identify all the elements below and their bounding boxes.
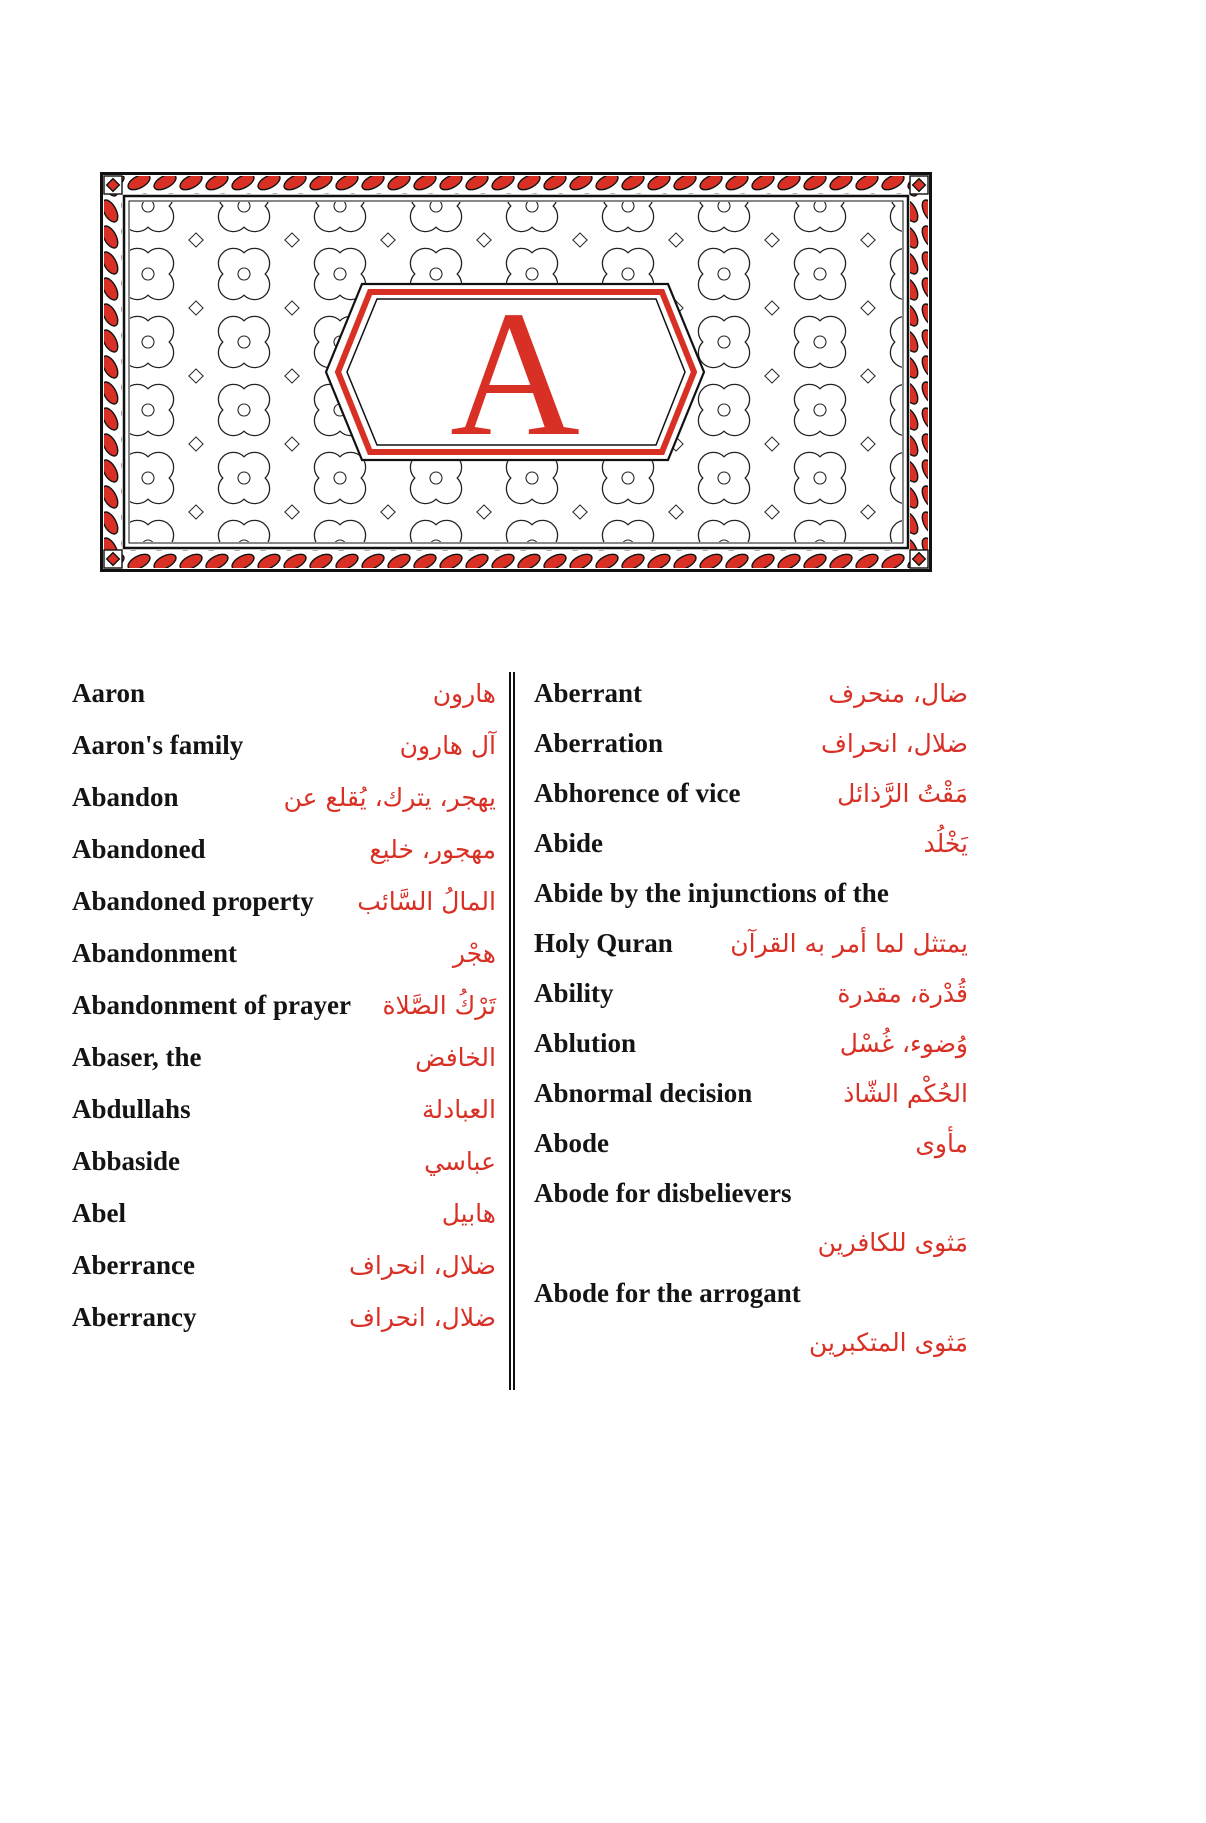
entry-english: Ability (534, 978, 614, 1008)
entry-arabic: يهجر، يترك، يُقلع عن (283, 783, 496, 812)
entry-arabic: يَخْلُد (923, 829, 968, 858)
entry-english: Aaron's family (72, 730, 244, 760)
dictionary-entry (72, 782, 496, 834)
dictionary-entry (534, 678, 968, 728)
dictionary-entry (72, 678, 496, 730)
right-column (534, 678, 968, 1378)
entry-arabic: ضلال، انحراف (348, 1251, 496, 1280)
entry-english: Abdullahs (72, 1094, 191, 1124)
dictionary-entry (534, 728, 968, 778)
dictionary-entry (534, 1178, 968, 1278)
dictionary-entry (72, 1094, 496, 1146)
entry-english: Aberrant (534, 678, 642, 708)
entry-arabic: العبادلة (422, 1095, 496, 1124)
dictionary-entry (72, 1302, 496, 1354)
entry-arabic: مَقْتُ الرَّذائل (837, 779, 968, 808)
entry-english: Abode for the arrogant (534, 1278, 801, 1308)
entry-arabic: مهجور، خليع (369, 835, 496, 864)
dictionary-entry (72, 1250, 496, 1302)
dictionary-entry (72, 1042, 496, 1094)
entry-english: Abnormal decision (534, 1078, 753, 1108)
dictionary-entry (72, 938, 496, 990)
dictionary-entry (72, 834, 496, 886)
entry-english: Aberrance (72, 1250, 195, 1280)
entry-arabic: مَثوى للكافرين (817, 1228, 968, 1257)
dictionary-entry (534, 978, 968, 1028)
entry-arabic: مَثوى المتكبرين (808, 1328, 968, 1357)
entry-english: Abandoned (72, 834, 206, 864)
entry-english: Abandoned property (72, 886, 314, 916)
entry-english: Abide (534, 828, 604, 858)
left-column (72, 678, 496, 1354)
entry-english: Abhorence of vice (534, 778, 741, 808)
section-letter: A (450, 274, 580, 473)
entry-english: Aberration (534, 728, 663, 758)
entry-arabic: تَرْكُ الصَّلاة (382, 991, 496, 1020)
entry-english: Abbaside (72, 1146, 181, 1176)
dictionary-entry (534, 878, 968, 978)
letter-cartouche (326, 274, 704, 473)
entry-english: Holy Quran (534, 928, 673, 958)
entry-arabic: ضلال، انحراف (820, 729, 968, 758)
dictionary-entry (72, 730, 496, 782)
dictionary-entry (534, 828, 968, 878)
entry-arabic: مأوى (915, 1129, 968, 1158)
entry-arabic: هارون (432, 679, 496, 708)
entry-english: Abandonment of prayer (72, 990, 352, 1020)
entry-english: Abandonment (72, 938, 238, 968)
entry-english: Abode (534, 1128, 610, 1158)
entry-arabic: الحُكْم الشّاذ (843, 1079, 968, 1108)
ornament-frame-graphic (100, 172, 932, 572)
dictionary-entry (534, 778, 968, 828)
dictionary-entry (72, 1198, 496, 1250)
entry-arabic: ضال، منحرف (828, 679, 968, 708)
dictionary-entry (72, 1146, 496, 1198)
entry-arabic: آل هارون (399, 731, 496, 760)
entry-english: Abode for disbelievers (534, 1178, 792, 1208)
dictionary-entry (534, 1028, 968, 1078)
entry-arabic: هابيل (441, 1199, 496, 1228)
entry-arabic: وُضوء، غُسْل (839, 1029, 968, 1058)
entry-arabic: ضلال، انحراف (348, 1303, 496, 1332)
entry-arabic: قُدْرة، مقدرة (837, 979, 968, 1008)
dictionary-entry (534, 1128, 968, 1178)
entry-arabic: الخافض (415, 1043, 496, 1072)
dictionary-entry (534, 1078, 968, 1128)
dictionary-entry (534, 1278, 968, 1378)
entry-english: Abaser, the (72, 1042, 202, 1072)
column-divider (509, 672, 515, 1390)
entry-arabic: هجْر (452, 939, 496, 968)
entry-arabic: عباسي (424, 1147, 496, 1176)
dictionary-entry (72, 886, 496, 938)
entry-arabic: يمتثل لما أمر به القرآن (730, 929, 968, 958)
entry-english: Ablution (534, 1028, 637, 1058)
entry-english: Abel (72, 1198, 126, 1228)
dictionary-entry (72, 990, 496, 1042)
entry-english: Aaron (72, 678, 146, 708)
entry-arabic: المالُ السَّائب (357, 887, 496, 916)
entry-english: Abide by the injunctions of the (534, 878, 889, 908)
entry-english: Abandon (72, 782, 179, 812)
entry-english: Aberrancy (72, 1302, 197, 1332)
ornament-frame (100, 172, 932, 572)
